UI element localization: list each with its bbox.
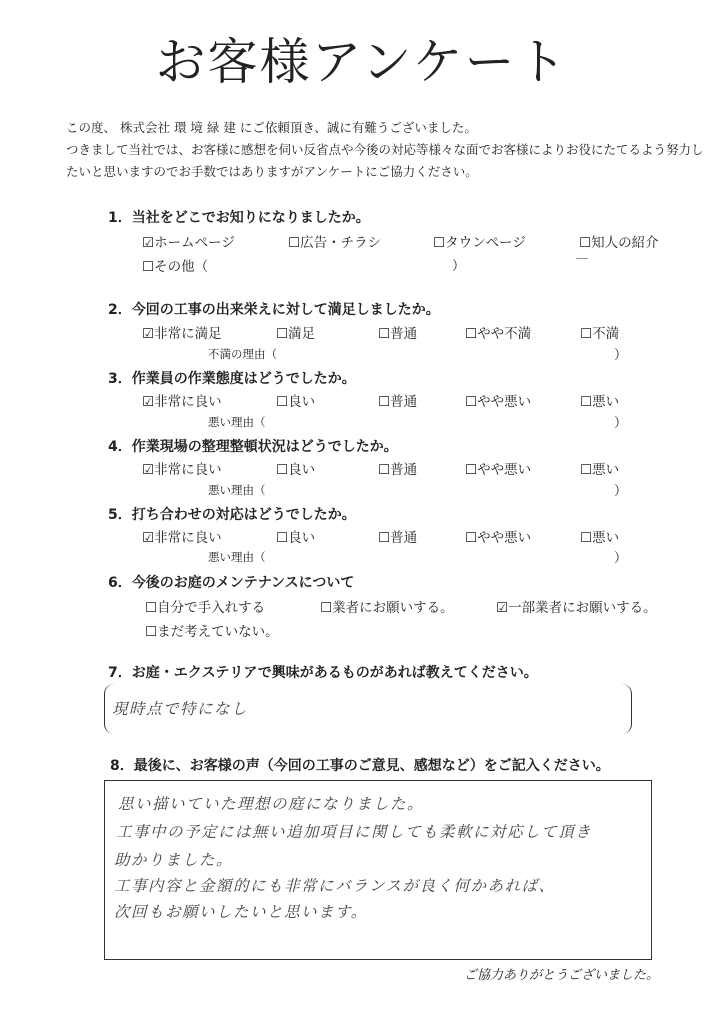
question-8: 8．最後に、お客様の声（今回の工事のご意見、感想など）をご記入ください。 <box>110 758 610 774</box>
q1-option-other[interactable]: ☐その他（ <box>142 259 209 275</box>
q4-reason-close: ） <box>614 484 628 499</box>
page-title: お客様アンケート <box>155 33 569 91</box>
q6-option-partial-contractor[interactable]: ☑一部業者にお願いする。 <box>496 600 657 616</box>
q2-option-somewhat-dissatisfied[interactable]: ☐やや不満 <box>465 326 532 342</box>
q5-option-normal[interactable]: ☐普通 <box>378 530 418 546</box>
q1-option-townpage[interactable]: ☐タウンページ <box>433 235 526 251</box>
q3-reason-close: ） <box>614 416 628 431</box>
question-2: 2．今回の工事の出来栄えに対して満足しましたか。 <box>108 302 440 318</box>
q5-reason-label: 悪い理由（ <box>208 550 266 564</box>
q5-option-very-good[interactable]: ☑非常に良い <box>142 530 222 546</box>
q2-option-dissatisfied[interactable]: ☐不満 <box>580 326 620 342</box>
q3-option-normal[interactable]: ☐普通 <box>378 394 418 410</box>
q3-reason-label: 悪い理由（ <box>208 415 266 429</box>
q1-option-referral[interactable]: ☐知人の紹介 <box>579 235 659 251</box>
q1-option-flyer[interactable]: ☐広告・チラシ <box>288 235 382 251</box>
q4-option-bad[interactable]: ☐悪い <box>580 462 620 478</box>
q3-option-good[interactable]: ☐良い <box>276 394 316 410</box>
question-3: 3．作業員の作業態度はどうでしたか。 <box>108 371 356 387</box>
question-6: 6．今後のお庭のメンテナンスについて <box>108 575 355 591</box>
intro-line-2: つきまして当社では、お客様に感想を伺い反省点や今後の対応等様々な面でお客様によりお役にたてるよう努力し <box>66 142 704 157</box>
q4-option-somewhat-bad[interactable]: ☐やや悪い <box>465 462 532 478</box>
q2-reason-close: ） <box>614 348 628 363</box>
q4-option-good[interactable]: ☐良い <box>276 462 316 478</box>
thank-you-note: ご協力ありがとうございました。 <box>464 968 660 983</box>
q8-answer-line-2: 工事中の予定には無い追加項目に関しても柔軟に対応して頂き <box>116 823 593 841</box>
q4-option-normal[interactable]: ☐普通 <box>378 462 418 478</box>
q5-option-good[interactable]: ☐良い <box>276 530 316 546</box>
q5-reason-close: ） <box>614 551 628 566</box>
q8-answer-line-1: 思い描いていた理想の庭になりました。 <box>118 795 425 813</box>
q6-option-undecided[interactable]: ☐まだ考えていない。 <box>145 624 279 640</box>
question-4: 4．作業現場の整理整頓状況はどうでしたか。 <box>108 439 398 455</box>
q5-option-somewhat-bad[interactable]: ☐やや悪い <box>465 530 532 546</box>
smudge-mark <box>576 258 588 259</box>
q3-option-very-good[interactable]: ☑非常に良い <box>142 394 222 410</box>
q4-reason-label: 悪い理由（ <box>208 483 266 497</box>
q6-option-contractor[interactable]: ☐業者にお願いする。 <box>320 600 454 616</box>
q2-option-normal[interactable]: ☐普通 <box>378 326 418 342</box>
q7-answer-text: 現時点で特になし <box>112 700 249 718</box>
q8-answer-line-4: 工事内容と金額的にも非常にバランスが良く何かあれば、 <box>114 877 556 895</box>
intro-line-3: たいと思いますのでお手数ではありますがアンケートにご協力ください。 <box>66 164 478 179</box>
q2-option-satisfied[interactable]: ☐満足 <box>276 326 316 342</box>
question-5: 5．打ち合わせの対応はどうでしたか。 <box>108 507 356 523</box>
intro-line-1: この度、 株式会社 環 境 緑 建 にご依頼頂き、誠に有難うございました。 <box>66 120 477 135</box>
q5-option-bad[interactable]: ☐悪い <box>580 530 620 546</box>
q1-other-close: ） <box>452 259 466 274</box>
q2-option-very-satisfied[interactable]: ☑非常に満足 <box>142 326 222 342</box>
q8-answer-line-3: 助かりました。 <box>114 851 234 869</box>
q2-reason-label: 不満の理由（ <box>208 347 277 361</box>
q8-answer-line-5: 次回もお願いしたいと思います。 <box>114 903 368 921</box>
question-7: 7．お庭・エクステリアで興味があるものがあれば教えてください。 <box>108 665 538 681</box>
question-1: 1．当社をどこでお知りになりましたか。 <box>108 210 370 226</box>
q3-option-somewhat-bad[interactable]: ☐やや悪い <box>465 394 532 410</box>
q6-option-diy[interactable]: ☐自分で手入れする <box>145 600 266 616</box>
q4-option-very-good[interactable]: ☑非常に良い <box>142 462 222 478</box>
q1-option-homepage[interactable]: ☑ホームページ <box>142 235 235 251</box>
q3-option-bad[interactable]: ☐悪い <box>580 394 620 410</box>
